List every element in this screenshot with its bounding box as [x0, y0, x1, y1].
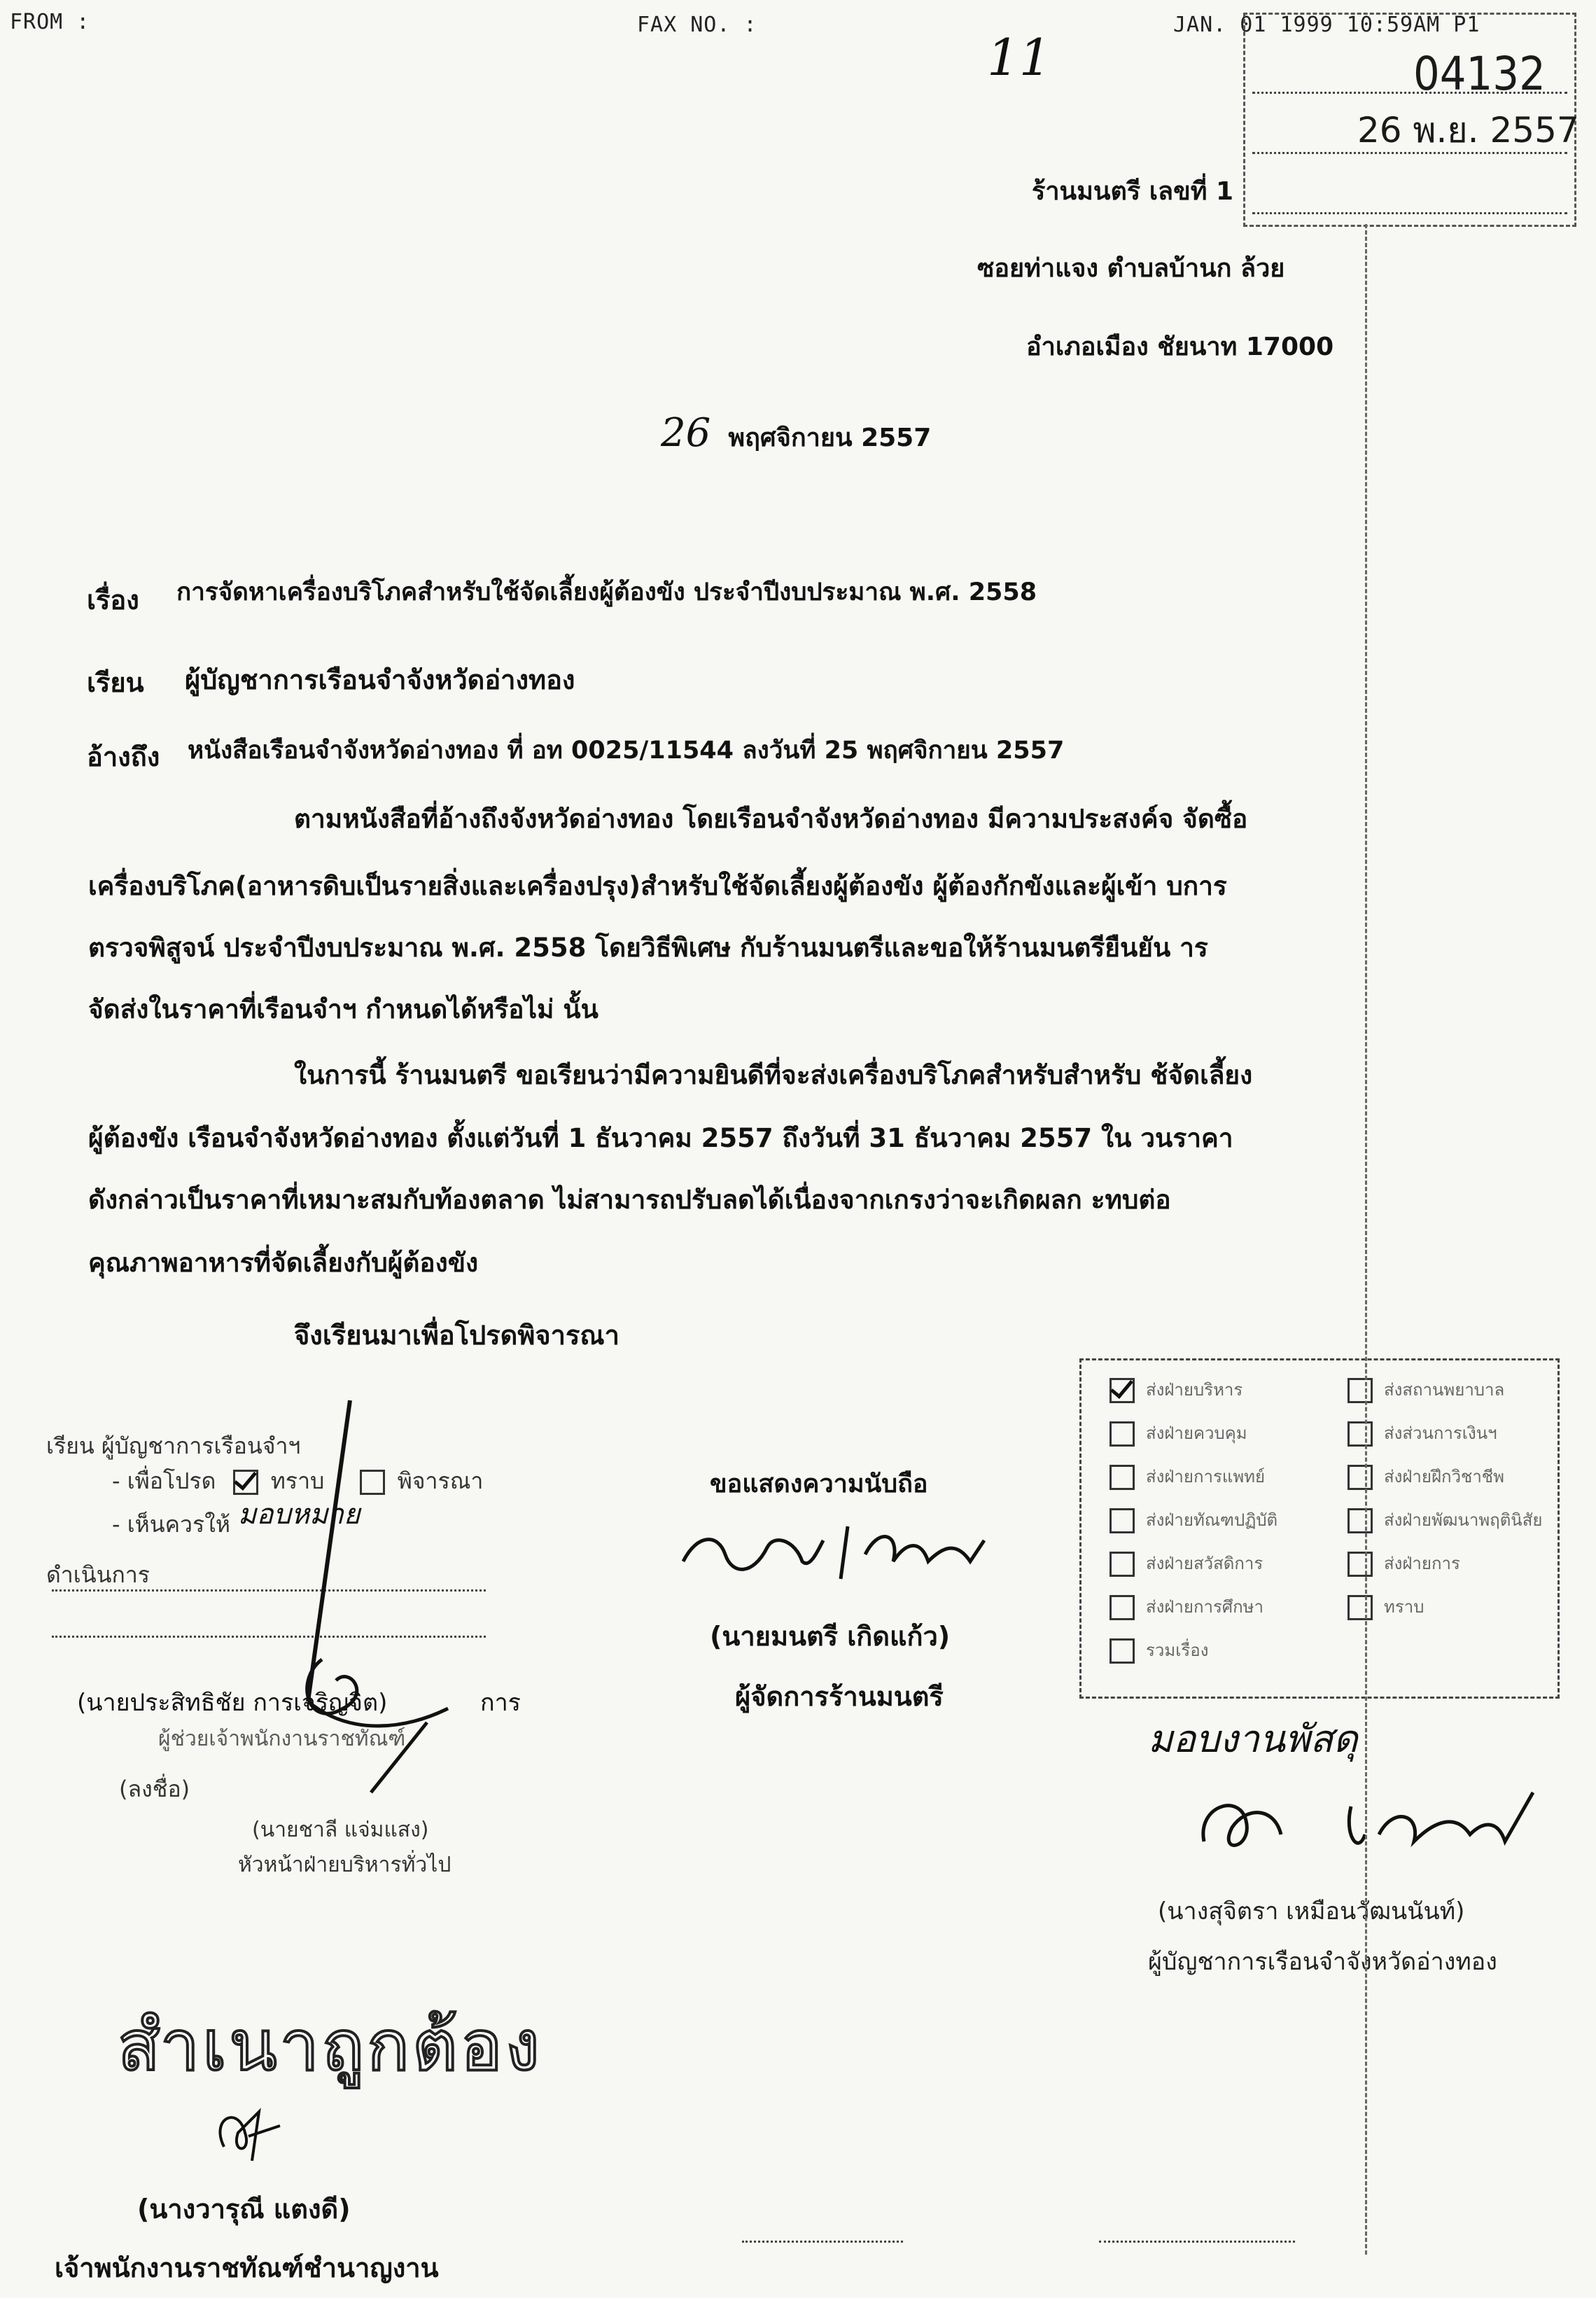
- route-right-5[interactable]: [1348, 1593, 1424, 1620]
- route-right-4-checkbox[interactable]: [1348, 1552, 1373, 1577]
- certified-signature: [210, 2098, 294, 2168]
- sender-address-line1: ร้านมนตรี เลขที่ 1: [1032, 177, 1234, 206]
- subject-text: การจัดหาเครื่องบริโภคสำหรับใช้จัดเลี้ยงผู้ต้องขัง ประจำปีงบประมาณ พ.ศ. 2558: [176, 578, 1037, 606]
- recipient-text: ผู้บัญชาการเรือนจำจังหวัดอ่างทอง: [185, 664, 575, 695]
- routing-box: [1079, 1358, 1560, 1699]
- certified-name: (นางวารุณี แตงดี): [137, 2194, 351, 2224]
- reference-text: หนังสือเรือนจำจังหวัดอ่างทอง ที่ อท 0025/11544 ลงวันที่ 25 พฤศจิกายน 2557: [188, 737, 1065, 765]
- reference-label: อ้างถึง: [87, 741, 160, 772]
- route-left-1[interactable]: [1110, 1419, 1247, 1447]
- route-left-6[interactable]: [1110, 1636, 1208, 1664]
- signer-name: (นายมนตรี เกิดแก้ว): [710, 1621, 951, 1652]
- paragraph2-line4: คุณภาพอาหารที่จัดเลี้ยงกับผู้ต้องขัง: [88, 1248, 479, 1278]
- route-right-5-checkbox[interactable]: [1348, 1595, 1373, 1620]
- paragraph1-line2: เครื่องบริโภค(อาหารดิบเป็นรายสิ่งและเครื่องปรุง)สำหรับใช้จัดเลี้ยงผู้ต้องขัง ผู้ต้องกักขังและผู้เข้า บการ: [88, 871, 1227, 901]
- route-left-0-label: ส่งฝ่ายบริหาร: [1146, 1380, 1243, 1400]
- route-right-2-label: ส่งฝ่ายฝึกวิชาชีพ: [1384, 1467, 1504, 1486]
- fax-number-label: FAX NO. :: [637, 13, 757, 37]
- route-left-3[interactable]: [1110, 1506, 1278, 1533]
- route-right-1-checkbox[interactable]: [1348, 1421, 1373, 1447]
- route-left-0[interactable]: [1110, 1376, 1242, 1403]
- letter-date: [661, 410, 931, 457]
- bottom-dotline-1: [742, 2241, 903, 2243]
- chief-title: หัวหน้าฝ่ายบริหารทั่วไป: [238, 1853, 451, 1877]
- route-left-4[interactable]: [1110, 1550, 1263, 1577]
- archive-title: ผู้ช่วยเจ้าพนักงานราชทัณฑ์: [158, 1727, 406, 1751]
- route-right-2[interactable]: [1348, 1463, 1504, 1490]
- fax-from-label: FROM :: [10, 10, 90, 34]
- route-right-3-label: ส่งฝ่ายพัฒนาพฤตินิสัย: [1384, 1510, 1543, 1530]
- signer-title: ผู้จัดการร้านมนตรี: [735, 1681, 944, 1712]
- route-left-6-label: รวมเรื่อง: [1146, 1641, 1209, 1660]
- regards-line: ขอแสดงความนับถือ: [710, 1470, 928, 1498]
- chief-name: (นายชาลี แจ่มแสง): [252, 1818, 429, 1842]
- sender-address-line3: อำเภอเมือง ชัยนาท 17000: [1026, 333, 1334, 361]
- fax-edge-line: [1365, 224, 1367, 2255]
- certified-title: เจ้าพนักงานราชทัณฑ์ชำนาญงาน: [55, 2252, 439, 2283]
- paragraph1-line3: ตรวจพิสูจน์ ประจำปีงบประมาณ พ.ศ. 2558 โดยวิธีพิเศษ กับร้านมนตรีและขอให้ร้านมนตรียืนยัน าร: [88, 933, 1208, 963]
- receipt-stamp: [1243, 13, 1579, 227]
- director-signature: [1190, 1778, 1554, 1876]
- route-right-4-label: ส่งฝ่ายการ: [1384, 1554, 1460, 1573]
- route-left-5-label: ส่งฝ่ายการศึกษา: [1146, 1597, 1264, 1617]
- subject-label: เรื่อง: [87, 585, 139, 615]
- recipient-label: เรียน: [87, 667, 144, 698]
- route-left-1-label: ส่งฝ่ายควบคุม: [1146, 1423, 1247, 1443]
- route-left-2-checkbox[interactable]: [1110, 1465, 1135, 1490]
- route-right-3[interactable]: [1348, 1506, 1542, 1533]
- paragraph2-line1: ในการนี้ ร้านมนตรี ขอเรียนว่ามีความยินดีที่จะส่งเครื่องบริโภคสำหรับสำหรับ ช้จัดเลี้ยง: [294, 1060, 1253, 1090]
- route-left-1-checkbox[interactable]: [1110, 1421, 1135, 1447]
- internal-note-handwritten: มอบหมาย: [238, 1498, 360, 1531]
- route-left-5-checkbox[interactable]: [1110, 1595, 1135, 1620]
- fax-datetime: JAN. 01 1999 10:59AM P1: [1173, 13, 1480, 37]
- route-left-0-checkbox[interactable]: [1110, 1378, 1135, 1403]
- route-left-6-checkbox[interactable]: [1110, 1638, 1135, 1664]
- certified-copy-stamp: สำเนาถูกต้อง: [118, 2005, 542, 2087]
- consider-label: พิจารณา: [397, 1468, 484, 1494]
- stamp-date: 26 พ.ย. 2557: [1357, 110, 1579, 151]
- route-left-5[interactable]: [1110, 1593, 1264, 1620]
- director-handwritten: มอบงานพัสดุ: [1148, 1717, 1358, 1761]
- route-left-2[interactable]: [1110, 1463, 1265, 1490]
- director-title: ผู้บัญชาการเรือนจำจังหวัดอ่างทอง: [1148, 1948, 1497, 1976]
- paragraph1-line1: ตามหนังสือที่อ้างถึงจังหวัดอ่างทอง โดยเรือนจำจังหวัดอ่างทอง มีความประสงค์จ จัดซื้อ: [294, 804, 1248, 834]
- route-left-2-label: ส่งฝ่ายการแพทย์: [1146, 1467, 1266, 1486]
- route-right-2-checkbox[interactable]: [1348, 1465, 1373, 1490]
- route-right-0[interactable]: [1348, 1376, 1504, 1403]
- route-right-1-label: ส่งส่วนการเงินฯ: [1384, 1423, 1497, 1443]
- sender-signature: [676, 1512, 998, 1589]
- route-right-0-checkbox[interactable]: [1348, 1378, 1373, 1403]
- route-right-3-checkbox[interactable]: [1348, 1508, 1373, 1533]
- paragraph2-line2: ผู้ต้องขัง เรือนจำจังหวัดอ่างทอง ตั้งแต่วันที่ 1 ธันวาคม 2557 ถึงวันที่ 31 ธันวาคม 2557 ใน วนราคา: [88, 1123, 1233, 1153]
- route-right-5-label: ทราบ: [1384, 1597, 1424, 1617]
- officer-signature: [266, 1400, 476, 1792]
- internal-note-item1-label: - เพื่อโปรด: [112, 1468, 216, 1494]
- route-left-4-label: ส่งฝ่ายสวัสดิการ: [1146, 1554, 1264, 1573]
- route-left-3-label: ส่งฝ่ายทัณฑปฏิบัติ: [1146, 1510, 1278, 1530]
- letter-date-month-year: พฤศจิกายน 2557: [728, 424, 932, 452]
- internal-note-item2: - เห็นควรให้: [112, 1511, 230, 1538]
- letter-date-day: 26: [661, 410, 711, 456]
- officer-title-suffix: การ: [480, 1689, 521, 1717]
- internal-note-to: เรียน ผู้บัญชาการเรือนจำฯ: [46, 1433, 301, 1459]
- route-left-3-checkbox[interactable]: [1110, 1508, 1135, 1533]
- route-right-1[interactable]: [1348, 1419, 1497, 1447]
- paragraph1-line4: จัดส่งในราคาที่เรือนจำฯ กำหนดได้หรือไม่ นั้น: [88, 994, 598, 1024]
- paragraph2-line3: ดังกล่าวเป็นราคาที่เหมาะสมกับท้องตลาด ไม่สามารถปรับลดได้เนื่องจากเกรงว่าจะเกิดผลก ะทบต่อ: [88, 1185, 1171, 1215]
- bottom-dotline-2: [1099, 2241, 1295, 2243]
- director-name: (นางสุจิตรา เหมือนวัฒนนันท์): [1158, 1897, 1465, 1926]
- closing-line: จึงเรียนมาเพื่อโปรดพิจารณา: [294, 1320, 620, 1351]
- internal-note-action: ดำเนินการ: [46, 1561, 150, 1588]
- page-mark: 11: [987, 28, 1051, 87]
- route-right-0-label: ส่งสถานพยาบาล: [1384, 1380, 1505, 1400]
- acknowledge-label: ทราบ: [270, 1468, 325, 1494]
- sender-address-line2: ซอยท่าแจง ตำบลบ้านก ล้วย: [977, 254, 1285, 283]
- officer-name: (นายประสิทธิชัย การเจริญจิต): [77, 1689, 388, 1717]
- route-left-4-checkbox[interactable]: [1110, 1552, 1135, 1577]
- stamp-number: 04132: [1413, 47, 1546, 101]
- sign-label: (ลงชื่อ): [119, 1776, 190, 1802]
